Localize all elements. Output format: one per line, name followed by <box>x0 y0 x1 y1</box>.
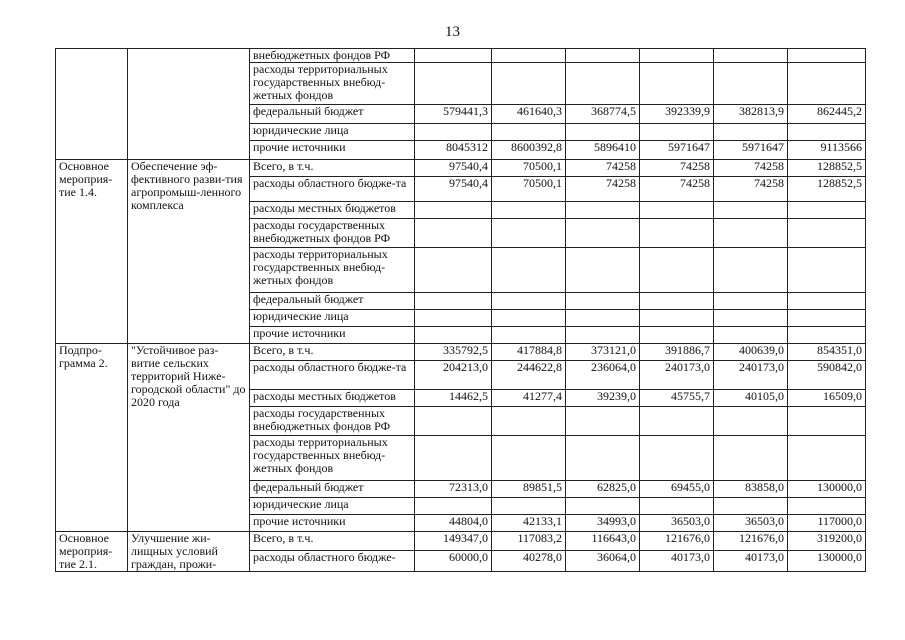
value-cell <box>788 293 866 310</box>
value-cell <box>640 248 714 293</box>
source-label: федеральный бюджет <box>250 481 415 498</box>
value-cell <box>788 49 866 63</box>
value-cell <box>415 293 492 310</box>
value-cell <box>640 124 714 141</box>
source-label: юридические лица <box>250 498 415 515</box>
value-cell: 16509,0 <box>788 390 866 407</box>
value-cell <box>788 310 866 327</box>
value-cell: 39239,0 <box>566 390 640 407</box>
value-cell: 9113566 <box>788 141 866 160</box>
value-cell: 36503,0 <box>640 515 714 532</box>
value-cell: 373121,0 <box>566 344 640 361</box>
program-code: Подпро-грамма 2. <box>56 344 128 532</box>
value-cell <box>492 63 566 105</box>
value-cell <box>788 219 866 248</box>
source-label: расходы областного бюдже-та <box>250 177 415 202</box>
value-cell <box>415 219 492 248</box>
value-cell <box>492 49 566 63</box>
value-cell <box>714 498 788 515</box>
value-cell <box>714 293 788 310</box>
source-label: расходы местных бюджетов <box>250 202 415 219</box>
value-cell: 121676,0 <box>714 532 788 551</box>
value-cell <box>714 248 788 293</box>
value-cell: 335792,5 <box>415 344 492 361</box>
value-cell: 40105,0 <box>714 390 788 407</box>
funding-table <box>55 48 866 572</box>
value-cell: 83858,0 <box>714 481 788 498</box>
value-cell: 461640,3 <box>492 105 566 124</box>
value-cell <box>566 124 640 141</box>
value-cell: 44804,0 <box>415 515 492 532</box>
value-cell: 40278,0 <box>492 551 566 572</box>
value-cell: 130000,0 <box>788 481 866 498</box>
value-cell: 36503,0 <box>714 515 788 532</box>
source-label: Всего, в т.ч. <box>250 344 415 361</box>
value-cell: 70500,1 <box>492 160 566 177</box>
value-cell <box>566 327 640 344</box>
source-label: расходы областного бюдже-та <box>250 361 415 390</box>
source-label: внебюджетных фондов РФ <box>250 49 415 63</box>
value-cell: 97540,4 <box>415 177 492 202</box>
value-cell <box>640 498 714 515</box>
table-row <box>56 160 866 177</box>
value-cell: 392339,9 <box>640 105 714 124</box>
value-cell: 97540,4 <box>415 160 492 177</box>
table-row <box>56 49 866 63</box>
value-cell <box>415 327 492 344</box>
value-cell: 117000,0 <box>788 515 866 532</box>
value-cell <box>492 248 566 293</box>
value-cell <box>492 498 566 515</box>
value-cell: 116643,0 <box>566 532 640 551</box>
value-cell <box>788 124 866 141</box>
page-number: 13 <box>445 24 460 40</box>
program-name: Обеспечение эф-фективного разви-тия агропромыш-ленного комплекса <box>128 160 250 344</box>
value-cell <box>566 202 640 219</box>
value-cell: 42133,1 <box>492 515 566 532</box>
value-cell <box>714 327 788 344</box>
value-cell <box>788 407 866 436</box>
program-code: Основное мероприя-тие 2.1. <box>56 532 128 572</box>
value-cell <box>714 63 788 105</box>
value-cell: 417884,8 <box>492 344 566 361</box>
value-cell: 14462,5 <box>415 390 492 407</box>
value-cell: 391886,7 <box>640 344 714 361</box>
value-cell: 40173,0 <box>640 551 714 572</box>
value-cell: 74258 <box>566 160 640 177</box>
source-label: прочие источники <box>250 141 415 160</box>
table-row <box>56 344 866 361</box>
value-cell: 72313,0 <box>415 481 492 498</box>
value-cell <box>788 202 866 219</box>
value-cell: 36064,0 <box>566 551 640 572</box>
value-cell: 8045312 <box>415 141 492 160</box>
value-cell <box>566 49 640 63</box>
value-cell <box>415 49 492 63</box>
value-cell: 244622,8 <box>492 361 566 390</box>
value-cell <box>640 202 714 219</box>
value-cell <box>566 63 640 105</box>
value-cell <box>714 124 788 141</box>
value-cell: 382813,9 <box>714 105 788 124</box>
value-cell <box>415 436 492 481</box>
value-cell: 74258 <box>640 160 714 177</box>
source-label: федеральный бюджет <box>250 293 415 310</box>
source-label: прочие источники <box>250 515 415 532</box>
value-cell <box>640 49 714 63</box>
value-cell: 240173,0 <box>640 361 714 390</box>
value-cell: 130000,0 <box>788 551 866 572</box>
program-code: Основное мероприя-тие 1.4. <box>56 160 128 344</box>
value-cell <box>566 248 640 293</box>
value-cell: 579441,3 <box>415 105 492 124</box>
source-label: расходы государственных внебюджетных фондов РФ <box>250 219 415 248</box>
value-cell: 117083,2 <box>492 532 566 551</box>
value-cell <box>788 248 866 293</box>
value-cell <box>714 436 788 481</box>
value-cell: 74258 <box>714 177 788 202</box>
code-cell <box>56 49 128 160</box>
source-label: расходы территориальных государственных внебюд-жетных фондов <box>250 436 415 481</box>
value-cell <box>492 436 566 481</box>
value-cell: 74258 <box>640 177 714 202</box>
value-cell: 5896410 <box>566 141 640 160</box>
value-cell <box>492 219 566 248</box>
value-cell <box>566 310 640 327</box>
value-cell: 128852,5 <box>788 160 866 177</box>
value-cell <box>640 436 714 481</box>
value-cell <box>640 63 714 105</box>
value-cell: 204213,0 <box>415 361 492 390</box>
program-name: Улучшение жи-лищных условий граждан, прожи- <box>128 532 250 572</box>
source-label: Всего, в т.ч. <box>250 532 415 551</box>
source-label: расходы местных бюджетов <box>250 390 415 407</box>
value-cell <box>788 498 866 515</box>
source-label: расходы территориальных государственных внебюд-жетных фондов <box>250 248 415 293</box>
value-cell: 236064,0 <box>566 361 640 390</box>
value-cell <box>566 436 640 481</box>
value-cell: 862445,2 <box>788 105 866 124</box>
name-cell <box>128 49 250 160</box>
value-cell <box>788 436 866 481</box>
value-cell <box>566 407 640 436</box>
source-label: Всего, в т.ч. <box>250 160 415 177</box>
source-label: расходы государственных внебюджетных фондов РФ <box>250 407 415 436</box>
value-cell: 319200,0 <box>788 532 866 551</box>
value-cell <box>714 219 788 248</box>
value-cell: 854351,0 <box>788 344 866 361</box>
value-cell <box>714 407 788 436</box>
value-cell: 590842,0 <box>788 361 866 390</box>
value-cell <box>640 219 714 248</box>
value-cell: 74258 <box>566 177 640 202</box>
value-cell <box>415 202 492 219</box>
value-cell <box>492 124 566 141</box>
value-cell <box>788 327 866 344</box>
source-label: федеральный бюджет <box>250 105 415 124</box>
value-cell <box>492 310 566 327</box>
value-cell <box>640 327 714 344</box>
value-cell: 70500,1 <box>492 177 566 202</box>
value-cell: 240173,0 <box>714 361 788 390</box>
value-cell <box>415 310 492 327</box>
value-cell <box>492 407 566 436</box>
source-label: прочие источники <box>250 327 415 344</box>
value-cell <box>415 498 492 515</box>
value-cell <box>566 219 640 248</box>
value-cell: 121676,0 <box>640 532 714 551</box>
source-label: расходы областного бюдже- <box>250 551 415 572</box>
source-label: юридические лица <box>250 124 415 141</box>
value-cell: 5971647 <box>640 141 714 160</box>
value-cell <box>492 202 566 219</box>
value-cell: 62825,0 <box>566 481 640 498</box>
value-cell <box>492 293 566 310</box>
value-cell <box>714 49 788 63</box>
value-cell <box>788 63 866 105</box>
value-cell <box>415 407 492 436</box>
value-cell: 368774,5 <box>566 105 640 124</box>
source-label: юридические лица <box>250 310 415 327</box>
value-cell <box>415 124 492 141</box>
value-cell: 8600392,8 <box>492 141 566 160</box>
value-cell: 400639,0 <box>714 344 788 361</box>
value-cell: 45755,7 <box>640 390 714 407</box>
value-cell <box>640 310 714 327</box>
value-cell <box>640 293 714 310</box>
value-cell <box>415 63 492 105</box>
table-row <box>56 532 866 551</box>
value-cell <box>415 248 492 293</box>
value-cell: 5971647 <box>714 141 788 160</box>
value-cell: 69455,0 <box>640 481 714 498</box>
source-label: расходы территориальных государственных внебюд-жетных фондов <box>250 63 415 105</box>
value-cell <box>714 310 788 327</box>
value-cell: 60000,0 <box>415 551 492 572</box>
value-cell: 128852,5 <box>788 177 866 202</box>
value-cell: 74258 <box>714 160 788 177</box>
value-cell: 149347,0 <box>415 532 492 551</box>
value-cell <box>566 498 640 515</box>
value-cell <box>640 407 714 436</box>
value-cell <box>566 293 640 310</box>
value-cell: 40173,0 <box>714 551 788 572</box>
value-cell: 34993,0 <box>566 515 640 532</box>
value-cell: 89851,5 <box>492 481 566 498</box>
value-cell <box>714 202 788 219</box>
program-name: "Устойчивое раз-витие сельских территорий Ниже-городской области" до 2020 года <box>128 344 250 532</box>
value-cell <box>492 327 566 344</box>
value-cell: 41277,4 <box>492 390 566 407</box>
